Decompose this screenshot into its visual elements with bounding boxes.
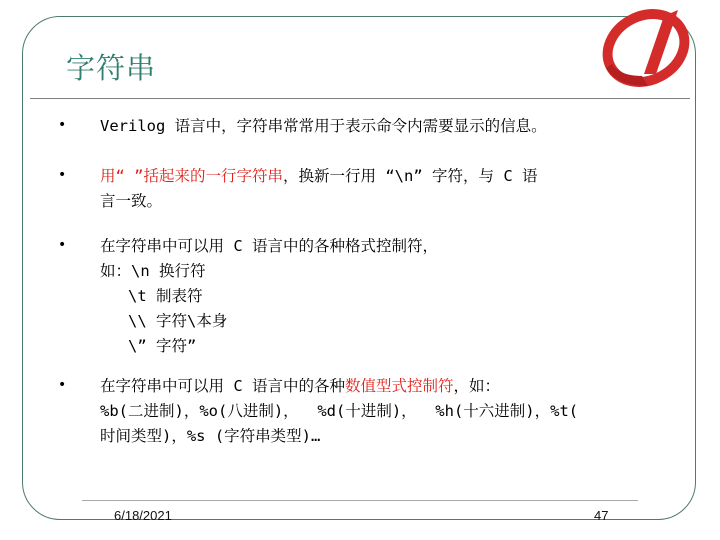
bullet-line	[100, 334, 438, 359]
bullet-line	[100, 424, 578, 449]
bullet-text	[100, 234, 438, 359]
body-text: 在字符串中可以用 C 语言中的各种	[100, 377, 345, 395]
bullet-line	[100, 234, 438, 259]
body-text: \” 字符”	[100, 337, 197, 355]
body-text: 在字符串中可以用 C 语言中的各种格式控制符，	[100, 237, 438, 255]
bullet-text	[100, 164, 538, 214]
footer-date: 6/18/2021	[114, 508, 172, 523]
body-text: \\ 字符\本身	[100, 312, 228, 330]
title-divider	[30, 98, 690, 99]
emphasis-text: 用“ ”括起来的一行字符串	[100, 167, 283, 185]
slide-title: 字符串	[66, 51, 157, 85]
bullet-line	[100, 164, 538, 189]
body-text: 言一致。	[100, 192, 163, 210]
page-number: 47	[594, 508, 609, 523]
emphasis-text: 数值型式控制符	[345, 377, 454, 395]
bullet-dot: •	[58, 167, 67, 183]
bullet-line	[100, 374, 578, 399]
bullet-dot: •	[58, 117, 67, 133]
footer-divider	[82, 500, 638, 501]
bullet-text	[100, 374, 578, 449]
body-text: 如：\n 换行符	[100, 262, 206, 280]
bullet-line	[100, 259, 438, 284]
body-text: Verilog 语言中，字符串常常用于表示命令内需要显示的信息。	[100, 117, 547, 135]
logo-icon	[586, 2, 704, 92]
body-text: ，换新一行用 “\n” 字符，与 C 语	[283, 167, 538, 185]
bullet-text	[100, 114, 547, 139]
body-text: ，如：	[453, 377, 501, 395]
bullet-line	[100, 189, 538, 214]
bullet-dot: •	[58, 377, 67, 393]
body-text: 时间类型)，%s (字符串类型)…	[100, 427, 321, 445]
bullet-line	[100, 114, 547, 139]
bullet-line	[100, 284, 438, 309]
bullet-line	[100, 399, 578, 424]
body-text: \t 制表符	[100, 287, 203, 305]
bullet-dot: •	[58, 237, 67, 253]
body-text: %b(二进制)，%o(八进制)， %d(十进制)， %h(十六进制)，%t(	[100, 402, 579, 420]
bullet-line	[100, 309, 438, 334]
